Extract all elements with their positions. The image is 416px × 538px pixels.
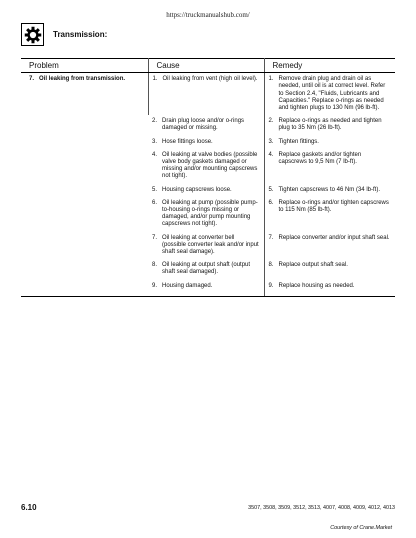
cause-number: 2. xyxy=(152,118,158,125)
remedy-text: Replace housing as needed. xyxy=(278,282,355,289)
cause-cell xyxy=(148,232,264,260)
remedy-number: 2. xyxy=(268,118,274,125)
remedy-text: Tighten fittings. xyxy=(278,138,319,145)
section-title: Transmission: xyxy=(53,30,108,39)
cause-text: Oil leaking at pump (possible pump-to-housing o-rings missing or damaged, and/or pump mounting capscrews not tight). xyxy=(162,199,258,228)
cause-cell xyxy=(148,280,264,296)
remedy-number: 3. xyxy=(268,138,274,145)
cause-number: 5. xyxy=(152,186,158,193)
cause-cell xyxy=(148,197,264,232)
cause-cell xyxy=(148,184,264,197)
remedy-text: Replace converter and/or input shaft seal. xyxy=(278,234,390,241)
cause-cell xyxy=(148,73,264,116)
cause-text: Housing damaged. xyxy=(162,282,213,289)
courtesy-note: Courtesy of Crane.Market xyxy=(330,525,392,531)
cause-text: Oil leaking at output shaft (output shaft seal damaged). xyxy=(162,262,251,276)
cause-text: Housing capscrews loose. xyxy=(162,186,232,193)
column-header-problem: Problem xyxy=(21,58,148,73)
cause-cell xyxy=(148,136,264,149)
problem-text: Oil leaking from transmission. xyxy=(39,76,126,83)
remedy-text: Replace gaskets and/or tighten capscrews to 9,5 Nm (7 lb-ft). xyxy=(278,151,362,166)
remedy-cell xyxy=(264,259,395,279)
cause-cell xyxy=(148,115,264,135)
remedy-cell xyxy=(264,136,395,149)
source-url: https://truckmanualshub.com/ xyxy=(166,11,250,19)
column-header-cause: Cause xyxy=(148,58,264,73)
remedy-number: 8. xyxy=(268,262,274,269)
remedy-cell xyxy=(264,73,395,116)
gear-icon xyxy=(21,23,44,46)
remedy-text: Replace o-rings as needed and tighten plug to 35 Nm (26 lb-ft). xyxy=(278,118,382,132)
cause-text: Oil leaking at valve bodies (possible valve body gaskets damaged or missing and/or mounting capscrews not tight). xyxy=(162,151,258,180)
remedy-cell xyxy=(264,232,395,260)
remedy-text: Replace output shaft seal. xyxy=(278,262,348,269)
cause-number: 6. xyxy=(152,199,158,206)
page-number: 6.10 xyxy=(21,503,37,512)
cause-text: Hose fittings loose. xyxy=(162,138,213,145)
table-header-row xyxy=(21,58,395,73)
remedy-number: 5. xyxy=(268,186,274,193)
remedy-cell xyxy=(264,280,395,296)
remedy-number: 4. xyxy=(268,151,274,158)
cause-number: 7. xyxy=(152,234,158,241)
remedy-number: 7. xyxy=(268,234,274,241)
cause-cell xyxy=(148,259,264,279)
troubleshooting-table xyxy=(21,58,395,296)
remedy-text: Tighten capscrews to 46 Nm (34 lb-ft). xyxy=(278,186,380,193)
cause-text: Oil leaking from vent (high oil level). xyxy=(162,76,258,83)
remedy-cell xyxy=(264,115,395,135)
remedy-text: Remove drain plug and drain oil as needed, until oil is at correct level. Refer to Section 2.4, "Fluids, Lubricants and Capacities." Replace o-rings as needed and tighten plugs to 130 Nm (96 lb-ft). xyxy=(278,76,386,112)
column-header-remedy: Remedy xyxy=(264,58,395,73)
remedy-number: 9. xyxy=(268,282,274,289)
remedy-cell xyxy=(264,197,395,232)
remedy-cell xyxy=(264,149,395,184)
cause-cell xyxy=(148,149,264,184)
remedy-cell xyxy=(264,184,395,197)
cause-number: 9. xyxy=(152,282,158,289)
problem-cell xyxy=(21,73,148,296)
model-list: 3507, 3508, 3509, 3512, 3513, 4007, 4008, 4009, 4012, 4013 xyxy=(248,505,395,511)
remedy-text: Replace o-rings and/or tighten capscrews to 115 Nm (85 lb-ft). xyxy=(278,199,389,214)
cause-text: Drain plug loose and/or o-rings damaged or missing. xyxy=(162,118,245,132)
cause-number: 4. xyxy=(152,151,158,158)
cause-number: 8. xyxy=(152,262,158,269)
cause-text: Oil leaking at converter bell (possible converter leak and/or input shaft seal damage). xyxy=(162,234,259,256)
cause-number: 1. xyxy=(152,76,158,83)
table-row xyxy=(21,73,395,116)
section-header xyxy=(21,23,107,46)
cause-number: 3. xyxy=(152,138,158,145)
table-bottom-rule xyxy=(21,296,395,297)
problem-number: 7. xyxy=(29,76,35,83)
remedy-number: 6. xyxy=(268,199,274,206)
remedy-number: 1. xyxy=(268,76,274,83)
